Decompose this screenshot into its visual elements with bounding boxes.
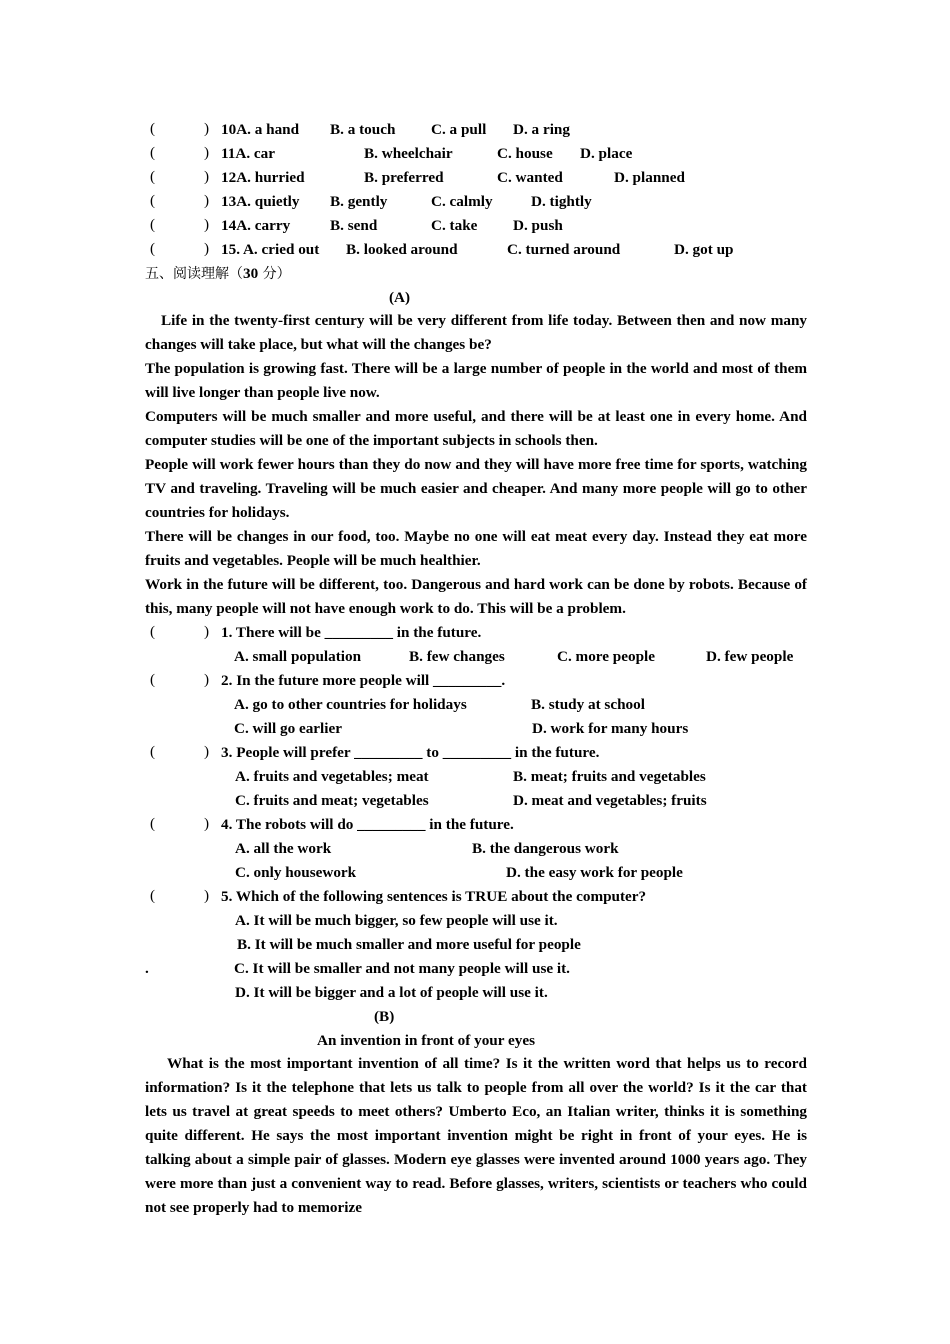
passage-paragraph: The population is growing fast. There will be a large number of people in the world and most of them will live longer than people live now.: [145, 360, 807, 401]
answer-paren-close: ): [204, 671, 210, 688]
section-score-unit: 分）: [258, 266, 291, 282]
passage-title: An invention in front of your eyes: [317, 1032, 535, 1049]
option-b: B. a touch: [330, 121, 396, 138]
passage-paragraph: Work in the future will be different, too. Dangerous and hard work can be done by robots. Because of this, many people will not have enough work to do. This will be a problem.: [145, 576, 807, 617]
option-b: B. gently: [330, 193, 388, 210]
option-d: D. place: [580, 145, 633, 162]
section-heading: [145, 264, 291, 284]
option-d: D. planned: [614, 169, 685, 186]
option-c: C. will go earlier: [234, 720, 342, 737]
option-a: 14A. carry: [221, 217, 291, 234]
answer-paren-close: ): [204, 192, 210, 209]
passage-label: (B): [374, 1008, 395, 1025]
option-c: C. a pull: [431, 121, 487, 138]
question-stem: 5. Which of the following sentences is TRUE about the computer?: [221, 888, 647, 905]
passage-paragraph: People will work fewer hours than they do now and they will have more free time for sports, watching TV and traveling. Traveling will be much easier and cheaper. And many more people will go to other countries for holidays.: [145, 456, 807, 521]
option-d: D. the easy work for people: [506, 864, 683, 881]
option-d: D. few people: [706, 648, 794, 665]
answer-paren-open: (: [150, 168, 156, 185]
option-a: A. go to other countries for holidays: [234, 696, 467, 713]
answer-paren-close: ): [204, 815, 210, 832]
option-d: D. push: [513, 217, 563, 234]
answer-paren-open: (: [150, 240, 156, 257]
option-b: B. study at school: [531, 696, 645, 713]
section-title: 五、阅读理解（: [145, 266, 243, 282]
option-b: B. meat; fruits and vegetables: [513, 768, 706, 785]
option-a: 15. A. cried out: [221, 241, 320, 258]
option-c: C. calmly: [431, 193, 493, 210]
answer-paren-open: (: [150, 623, 156, 640]
option-b: B. It will be much smaller and more useful for people: [237, 936, 581, 953]
stray-dot: .: [145, 960, 149, 977]
question-stem: 1. There will be _________ in the future.: [221, 624, 482, 641]
option-c: C. fruits and meat; vegetables: [235, 792, 429, 809]
option-d: D. work for many hours: [532, 720, 689, 737]
question-stem: 3. People will prefer _________ to _________ in the future.: [221, 744, 600, 761]
option-b: B. few changes: [409, 648, 505, 665]
answer-paren-open: (: [150, 743, 156, 760]
option-c: C. only housework: [235, 864, 357, 881]
option-a: 11A. car: [221, 145, 275, 162]
answer-paren-close: ): [204, 623, 210, 640]
section-score: 30: [243, 265, 259, 282]
option-a: A. all the work: [235, 840, 332, 857]
passage-paragraph: What is the most important invention of all time? Is it the written word that helps us to record information? Is it the telephone that lets us talk to people from all over the world? Is it the car that lets us travel at great speeds to meet others? Umberto Eco, an Italian writer, thinks it is something quite different. He says the most important invention might be right in front of your eyes. He is talking about a simple pair of glasses. Modern eye glasses were invented around 1000 years ago. They were more than just a convenient way to read. Before glasses, writers, scientists or teachers who could not see properly had to memorize: [145, 1055, 807, 1216]
option-d: D. a ring: [513, 121, 570, 138]
option-b: B. send: [330, 217, 378, 234]
option-d: D. It will be bigger and a lot of people will use it.: [235, 984, 548, 1001]
answer-paren-close: ): [204, 144, 210, 161]
question-stem: 4. The robots will do _________ in the future.: [221, 816, 514, 833]
option-a: 12A. hurried: [221, 169, 305, 186]
answer-paren-close: ): [204, 240, 210, 257]
passage-label: (A): [389, 289, 411, 306]
option-a: A. small population: [234, 648, 362, 665]
answer-paren-open: (: [150, 192, 156, 209]
option-b: B. looked around: [346, 241, 458, 258]
answer-paren-open: (: [150, 120, 156, 137]
answer-paren-open: (: [150, 887, 156, 904]
passage-paragraph: Computers will be much smaller and more useful, and there will be at least one in every home. And computer studies will be one of the important subjects in schools then.: [145, 408, 807, 449]
answer-paren-close: ): [204, 743, 210, 760]
option-c: C. turned around: [507, 241, 621, 258]
option-a: 10A. a hand: [221, 121, 300, 138]
option-d: D. tightly: [531, 193, 592, 210]
option-a: A. fruits and vegetables; meat: [235, 768, 429, 785]
question-stem: 2. In the future more people will _________.: [221, 672, 506, 689]
option-c: C. wanted: [497, 169, 563, 186]
answer-paren-close: ): [204, 120, 210, 137]
option-b: B. wheelchair: [364, 145, 453, 162]
option-d: D. got up: [674, 241, 734, 258]
option-b: B. preferred: [364, 169, 444, 186]
answer-paren-open: (: [150, 144, 156, 161]
answer-paren-close: ): [204, 168, 210, 185]
answer-paren-open: (: [150, 216, 156, 233]
option-c: C. take: [431, 217, 478, 234]
answer-paren-open: (: [150, 671, 156, 688]
option-c: C. more people: [557, 648, 655, 665]
option-b: B. the dangerous work: [472, 840, 619, 857]
option-c: C. It will be smaller and not many people will use it.: [234, 960, 570, 977]
option-d: D. meat and vegetables; fruits: [513, 792, 707, 809]
option-c: C. house: [497, 145, 553, 162]
answer-paren-open: (: [150, 815, 156, 832]
passage-paragraph: Life in the twenty-first century will be very different from life today. Between then and now many changes will take place, but what will the changes be?: [145, 312, 807, 353]
passage-paragraph: There will be changes in our food, too. Maybe no one will eat meat every day. Instead they eat more fruits and vegetables. People will be much healthier.: [145, 528, 807, 569]
option-a: 13A. quietly: [221, 193, 300, 210]
option-a: A. It will be much bigger, so few people will use it.: [235, 912, 558, 929]
answer-paren-close: ): [204, 887, 210, 904]
answer-paren-close: ): [204, 216, 210, 233]
